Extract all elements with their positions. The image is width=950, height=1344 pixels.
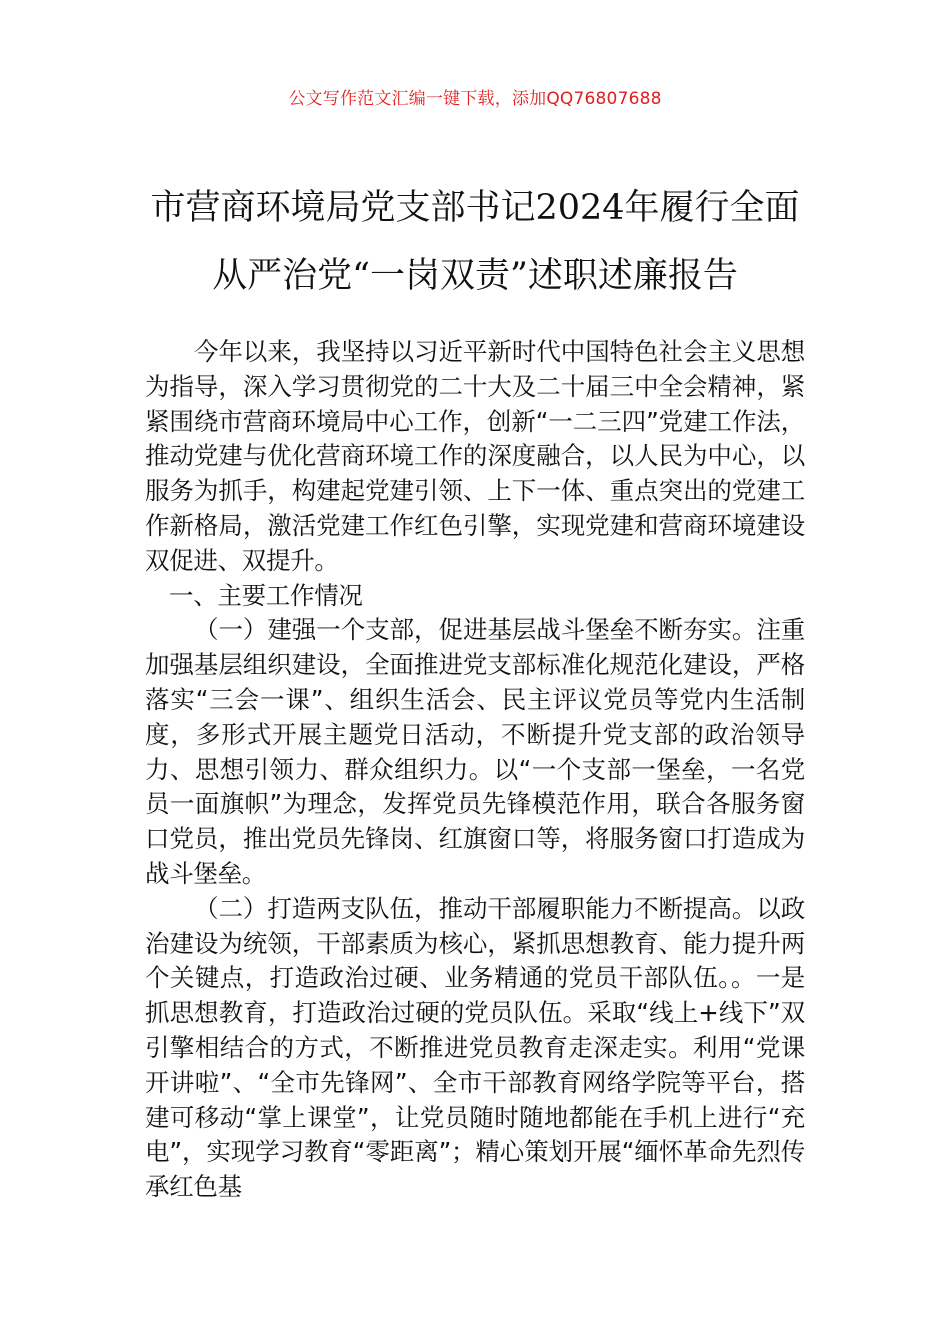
document-body [145,335,805,1205]
intro-paragraph: 今年以来，我坚持以习近平新时代中国特色社会主义思想为指导，深入学习贯彻党的二十大及二十届三中全会精神，紧紧围绕市营商环境局中心工作，创新“一二三四”党建工作法，推动党建与优化营商环境工作的深度融合，以人民为中心，以服务为抓手，构建起党建引领、上下一体、重点突出的党建工作新格局，激活党建工作红色引擎，实现党建和营商环境建设双促进、双提升。 [145,337,805,575]
document-title-line-2: 从严治党“一岗双责”述职述廉报告 [212,256,738,296]
download-notice: 公文写作范文汇编一键下载，添加QQ76807688 [288,89,662,109]
document-title-line-1: 市营商环境局党支部书记2024年履行全面 [150,188,800,228]
body-paragraph: （一）建强一个支部，促进基层战斗堡垒不断夯实。注重加强基层组织建设，全面推进党支部标准化规范化建设，严格落实“三会一课”、组织生活会、民主评议党员等党内生活制度，多形式开展主题党日活动，不断提升党支部的政治领导力、思想引领力、群众组织力。以“一个支部一堡垒，一名党员一面旗帜”为理念，发挥党员先锋模范作用，联合各服务窗口党员，推出党员先锋岗、红旗窗口等，将服务窗口打造成为战斗堡垒。 [145,615,805,888]
body-paragraph: （二）打造两支队伍，推动干部履职能力不断提高。以政治建设为统领，干部素质为核心，紧抓思想教育、能力提升两个关键点，打造政治过硬、业务精通的党员干部队伍。。一是抓思想教育，打造政治过硬的党员队伍。采取“线上+线下”双引擎相结合的方式，不断推进党员教育走深走实。利用“党课开讲啦”、“全市先锋网”、全市干部教育网络学院等平台，搭建可移动“掌上课堂”，让党员随时随地都能在手机上进行“充电”，实现学习教育“零距离”；精心策划开展“缅怀革命先烈传承红色基 [145,893,805,1202]
section-heading: 一、主要工作情况 [169,580,363,610]
